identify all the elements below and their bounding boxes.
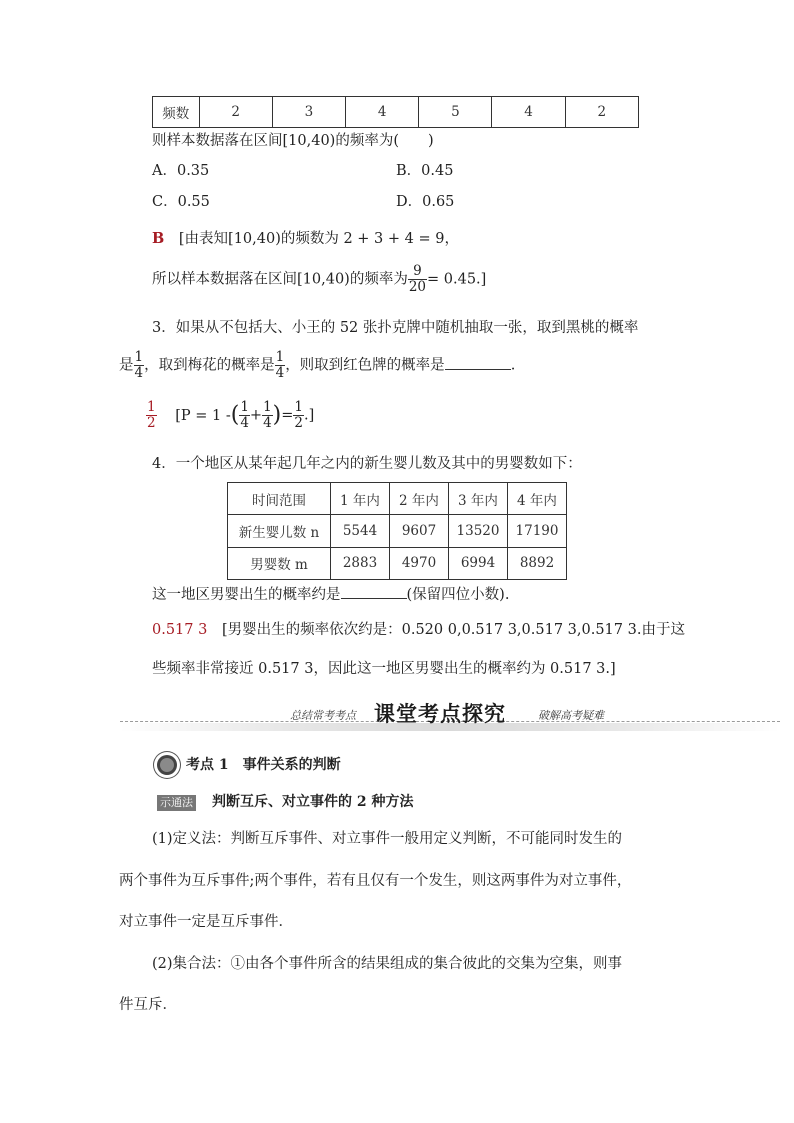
table-cell: 2 [565, 97, 638, 128]
q4-solution-line2: 些频率非常接近 0.517 3，因此这一地区男婴出生的概率约为 0.517 3.] [152, 661, 616, 677]
fraction-numerator: 1 [134, 349, 144, 365]
frequency-table [152, 96, 639, 128]
fraction-denominator: 4 [240, 415, 249, 431]
q2-fraction-numerator: 9 [408, 264, 427, 280]
q3-answer-fraction [146, 400, 157, 431]
fraction-denominator: 2 [294, 415, 303, 431]
q3-stem-line2 [119, 350, 515, 381]
q2-solution-prefix: 所以样本数据落在区间[10,40)的频率为 [152, 271, 408, 288]
q2-option-b: B．0.45 [396, 163, 454, 179]
paragraph-1-line3: 对立事件一定是互斥事件． [119, 914, 293, 930]
equals-sign: = [281, 407, 294, 424]
fraction-numerator: 1 [275, 349, 285, 365]
table-header-cell: 4 年内 [508, 483, 567, 515]
q2-solution-suffix: = 0.45.] [427, 271, 487, 288]
fraction-numerator: 1 [294, 399, 303, 415]
table-cell: 2883 [331, 547, 390, 579]
q2-option-a: A．0.35 [152, 163, 210, 179]
fraction-numerator: 1 [263, 399, 272, 415]
table-header-cell: 1 年内 [331, 483, 390, 515]
table-cell: 5 [419, 97, 492, 128]
section-title: 考点 1 事件关系的判断 [186, 757, 341, 773]
fraction-denominator: 4 [275, 365, 285, 381]
q3-text: . [510, 357, 516, 374]
q2-solution-line2 [152, 264, 486, 295]
q3-stem-line1: 3．如果从不包括大、小王的 52 张扑克牌中随机抽取一张，取到黑桃的概率 [152, 320, 639, 336]
table-row [228, 515, 567, 547]
fraction-numerator: 1 [240, 399, 249, 415]
q4-question-text: (保留四位小数). [406, 587, 510, 603]
table-cell: 5544 [331, 515, 390, 547]
table-cell: 17190 [508, 515, 567, 547]
table-cell: 8892 [508, 547, 567, 579]
right-paren: ) [272, 402, 282, 428]
q3-text: 是 [119, 357, 134, 374]
fraction-denominator: 4 [134, 365, 144, 381]
table-cell: 4970 [390, 547, 449, 579]
table-cell-label: 男婴数 m [228, 547, 331, 579]
table-cell: 2 [199, 97, 272, 128]
fraction-denominator: 2 [147, 415, 156, 431]
q2-option-d: D．0.65 [396, 194, 455, 210]
fraction [293, 400, 304, 431]
q3-text: ，则取到红色牌的概率是 [285, 357, 445, 374]
q4-question-text: 这一地区男婴出生的概率约是 [152, 587, 341, 603]
banner-right-text: 破解高考疑难 [538, 709, 604, 722]
table-cell-label: 频数 [153, 97, 200, 128]
solution-end: .] [304, 407, 315, 424]
banner-title: 课堂考点探究 [374, 702, 506, 726]
table-cell: 4 [346, 97, 419, 128]
q3-fraction-clubs [275, 350, 286, 381]
plus-sign: + [249, 407, 263, 424]
paragraph-2-line2: 件互斥． [119, 997, 177, 1013]
table-row [228, 547, 567, 579]
q3-solution [146, 400, 314, 431]
table-cell: 9607 [390, 515, 449, 547]
q2-solution-line1 [152, 229, 459, 249]
section-circle-icon [154, 752, 180, 778]
q3-text: ，取到梅花的概率是 [144, 357, 275, 374]
q3-solution-prefix: [P = 1 - [175, 407, 231, 424]
table-cell-label: 新生婴儿数 n [228, 515, 331, 547]
q4-solution-text: [男婴出生的频率依次约是：0.520 0,0.517 3,0.517 3,0.517 3.由于这 [221, 622, 685, 638]
births-table [227, 482, 567, 580]
q2-option-c: C．0.55 [152, 194, 210, 210]
table-cell: 13520 [449, 515, 508, 547]
table-cell: 4 [492, 97, 565, 128]
table-header-cell: 时间范围 [228, 483, 331, 515]
q2-fraction-denominator: 20 [408, 279, 427, 295]
q4-solution-line1 [152, 620, 685, 640]
table-header-cell: 3 年内 [449, 483, 508, 515]
table-row [153, 97, 639, 128]
paragraph-2-line1: (2)集合法：①由各个事件所含的结果组成的集合彼此的交集为空集，则事 [152, 956, 623, 972]
table-cell: 6994 [449, 547, 508, 579]
paragraph-1-line1: (1)定义法：判断互斥事件、对立事件一般用定义判断，不可能同时发生的 [152, 831, 623, 847]
q2-stem: 则样本数据落在区间[10,40)的频率为( ) [152, 133, 434, 149]
banner-left-text: 总结常考考点 [290, 709, 356, 722]
q3-fraction-spades [134, 350, 145, 381]
q2-answer-letter: B [152, 230, 165, 247]
table-header-row [228, 483, 567, 515]
q4-answer-blank [341, 584, 407, 599]
fraction [239, 400, 250, 431]
fraction [262, 400, 273, 431]
q2-fraction [408, 264, 427, 295]
table-header-cell: 2 年内 [390, 483, 449, 515]
q3-answer-blank [445, 355, 511, 370]
q4-stem: 4．一个地区从某年起几年之内的新生婴儿数及其中的男婴数如下： [152, 456, 582, 472]
left-paren: ( [230, 402, 240, 428]
method-tag: 示通法 [157, 795, 196, 811]
q4-question [152, 584, 509, 605]
paragraph-1-line2: 两个事件为互斥事件;两个事件，若有且仅有一个发生，则这两事件为对立事件， [119, 873, 632, 889]
method-title: 判断互斥、对立事件的 2 种方法 [212, 794, 414, 810]
q2-solution-text: [由表知[10,40)的频数为 2 + 3 + 4 = 9， [178, 231, 459, 247]
q4-answer: 0.517 3 [152, 622, 208, 638]
fraction-numerator: 1 [147, 399, 156, 415]
table-cell: 3 [272, 97, 345, 128]
fraction-denominator: 4 [263, 415, 272, 431]
